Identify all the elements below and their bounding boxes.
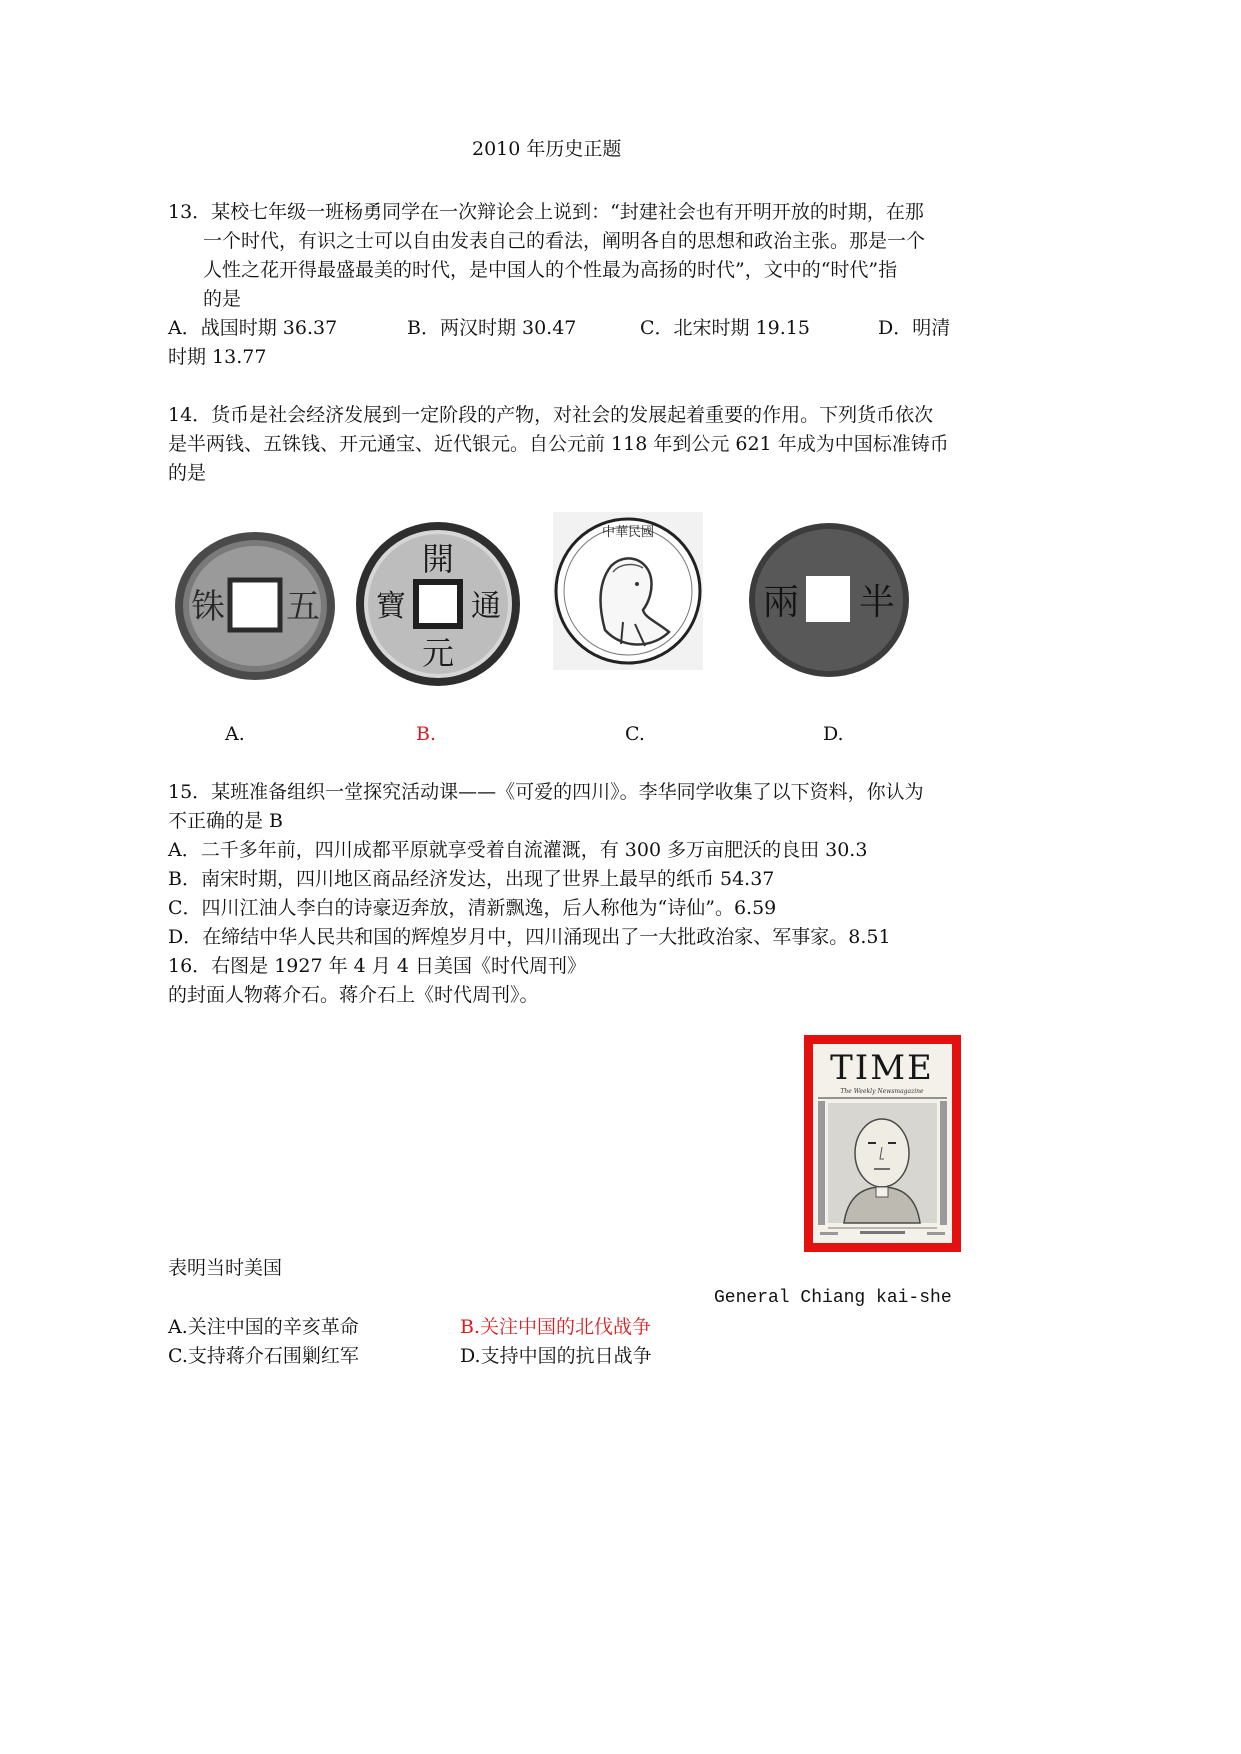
coin-b-char-bottom: 元 (421, 634, 455, 672)
q13-option-c: C．北宋时期 19.15 (640, 317, 810, 339)
coin-a-image (170, 528, 340, 683)
coin-label-c: C. (625, 723, 645, 745)
q13-line-4: 的是 (203, 288, 242, 310)
q14-line-2: 是半两钱、五铢钱、开元通宝、近代银元。自公元前 118 年到公元 621 年成为中国标准铸币 (168, 433, 949, 455)
coin-a-char-left: 铢 (191, 587, 225, 627)
q13-option-d-cont: 时期 13.77 (168, 346, 267, 368)
q13-line-1: 13．某校七年级一班杨勇同学在一次辩论会上说到：“封建社会也有开明开放的时期，在那 (168, 201, 924, 223)
coin-label-d: D. (823, 723, 844, 745)
q15-option-c: C．四川江油人李白的诗豪迈奔放，清新飘逸，后人称他为“诗仙”。6.59 (168, 897, 777, 919)
coin-c-image (553, 512, 703, 670)
q16-line-2: 的封面人物蒋介石。蒋介石上《时代周刊》。 (168, 984, 539, 1006)
q16-stem-end: 表明当时美国 (168, 1257, 283, 1279)
page-title: 2010 年历史正题 (472, 138, 622, 160)
q13-option-d: D．明清 (878, 317, 951, 339)
q13-option-b: B．两汉时期 30.47 (407, 317, 577, 339)
q15-option-d: D．在缔结中华人民共和国的辉煌岁月中，四川涌现出了一大批政治家、军事家。8.51 (168, 926, 891, 948)
coin-b-image (354, 520, 522, 688)
q16-option-b-answer: B.关注中国的北伐战争 (460, 1316, 652, 1338)
time-cover-caption: General Chiang kai-she (714, 1288, 952, 1308)
q16-option-a: A.关注中国的辛亥革命 (168, 1316, 359, 1338)
coin-b-char-right: 通 (471, 589, 501, 624)
coin-c-inscription: 中華民國 (601, 525, 655, 540)
q15-option-a: A．二千多年前，四川成都平原就享受着自流灌溉，有 300 多万亩肥沃的良田 30.3 (168, 839, 868, 861)
time-cover-image (804, 1035, 961, 1252)
q13-option-a: A．战国时期 36.37 (168, 317, 338, 339)
q13-line-3: 人性之花开得最盛最美的时代，是中国人的个性最为高扬的时代”，文中的“时代”指 (203, 259, 898, 281)
q14-line-1: 14．货币是社会经济发展到一定阶段的产物，对社会的发展起着重要的作用。下列货币依次 (168, 404, 934, 426)
time-cover-subtitle: The Weekly Newsmagazine (840, 1088, 924, 1095)
coin-label-b-answer: B. (416, 723, 437, 745)
q15-line-2: 不正确的是 B (168, 810, 284, 832)
coin-d-char-right: 半 (858, 582, 896, 623)
q16-line-1: 16．右图是 1927 年 4 月 4 日美国《时代周刊》 (168, 955, 586, 977)
coin-label-a: A. (225, 723, 245, 745)
q15-option-b: B．南宋时期，四川地区商品经济发达，出现了世界上最早的纸币 54.37 (168, 868, 775, 890)
q16-option-c: C.支持蒋介石围剿红军 (168, 1345, 359, 1367)
coin-b-char-left: 寶 (376, 589, 406, 624)
q15-line-1: 15．某班准备组织一堂探究活动课——《可爱的四川》。李华同学收集了以下资料，你认为 (168, 781, 924, 803)
coin-d-char-left: 兩 (762, 582, 800, 623)
q14-line-3: 的是 (168, 462, 207, 484)
coin-d-image (746, 520, 912, 680)
q16-option-d: D.支持中国的抗日战争 (460, 1345, 652, 1367)
time-cover-title: TIME (830, 1048, 934, 1088)
coin-a-char-right: 五 (286, 587, 320, 627)
q13-line-2: 一个时代，有识之士可以自由发表自己的看法，阐明各自的思想和政治主张。那是一个 (203, 230, 926, 252)
coin-b-char-top: 開 (421, 540, 455, 578)
